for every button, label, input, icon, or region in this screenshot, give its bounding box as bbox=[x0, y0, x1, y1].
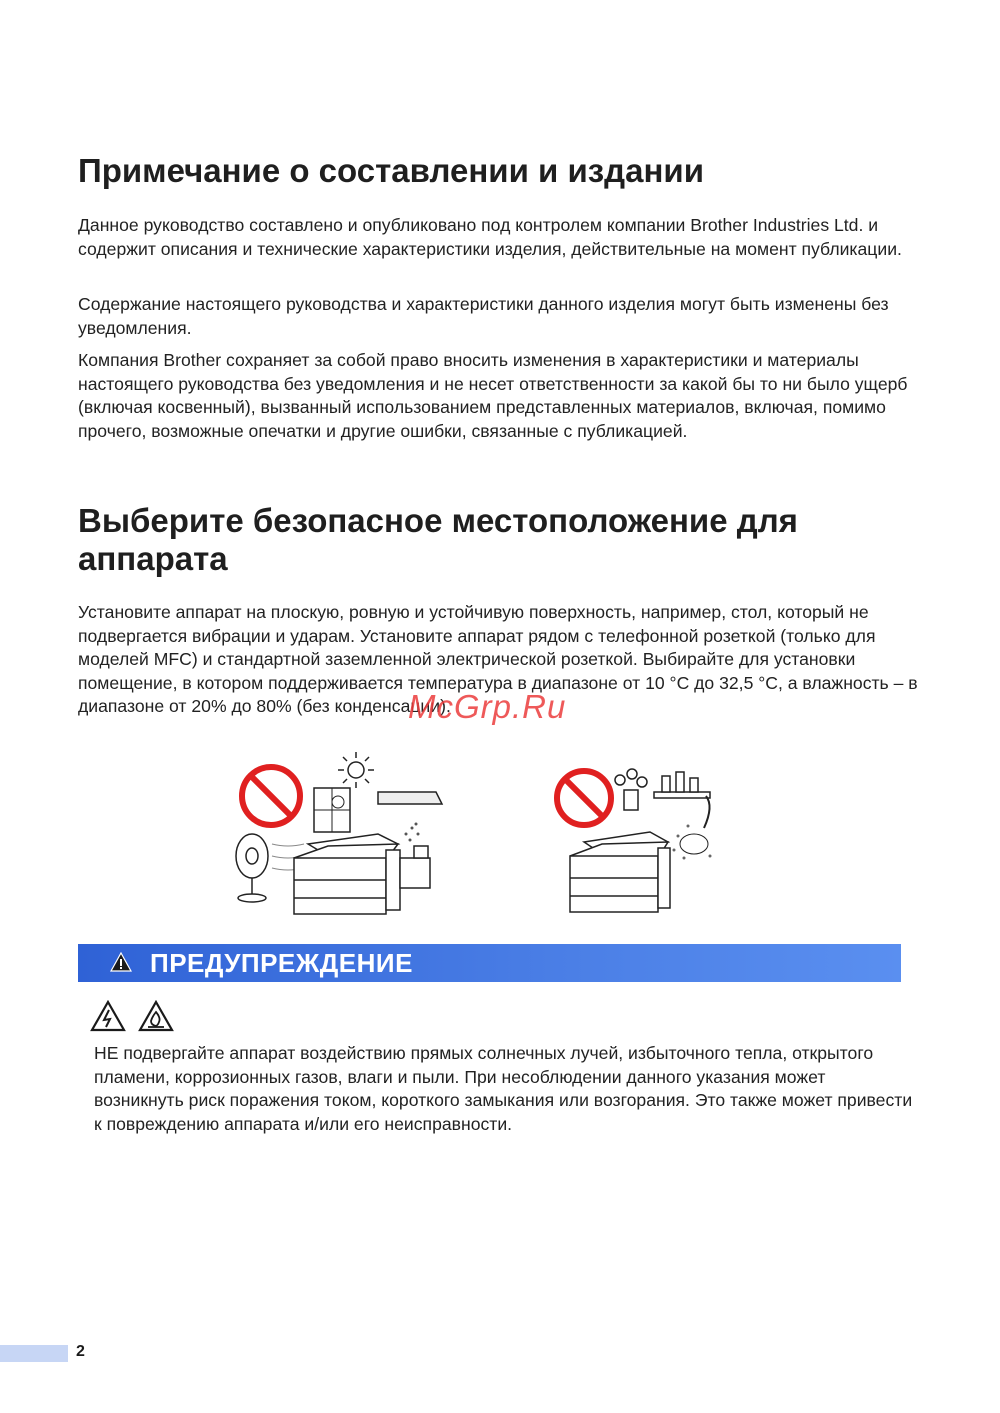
printer-icon bbox=[570, 832, 670, 912]
section-heading-location: Выберите безопасное местоположение для аппарата bbox=[78, 502, 798, 577]
paragraph-publication-1: Данное руководство составлено и опубликовано под контролем компании Brother Industries Ltd. и содержит описания и технические характеристики изделия, действительные на момент публикации. bbox=[78, 215, 902, 259]
illustration-heat-hazards bbox=[228, 748, 458, 923]
warning-banner bbox=[78, 944, 901, 982]
prohibited-icon bbox=[242, 767, 300, 825]
printer-icon bbox=[294, 834, 400, 914]
section-heading-publication: Примечание о составлении и издании bbox=[78, 152, 704, 189]
sun-icon bbox=[338, 752, 374, 788]
electric-hazard-icon bbox=[90, 1000, 126, 1032]
fire-hazard-icon bbox=[138, 1000, 174, 1032]
watermark: McGrp.Ru bbox=[408, 688, 567, 725]
warning-title: ПРЕДУПРЕЖДЕНИЕ bbox=[150, 948, 413, 978]
warning-triangle-icon bbox=[110, 952, 132, 972]
page-tab-marker bbox=[0, 1345, 68, 1362]
paragraph-publication-2: Содержание настоящего руководства и характеристики данного изделия могут быть изменены без уведомления. bbox=[78, 294, 889, 338]
paragraph-location: Установите аппарат на плоскую, ровную и устойчивую поверхность, например, стол, который не подвергается вибрации и ударам. Установите аппарат рядом с телефонной розеткой (только для моделей MFC) и стандартной заземленной электрической розеткой. Выбирайте для установки помещение, в котором поддерживается температура в диапазоне от 10 °C до 32,5 °C, а влажность – в диапазоне от 20% до 80% (без конденсации). bbox=[78, 602, 918, 716]
page-number: 2 bbox=[76, 1343, 85, 1360]
illustration-moisture-dust-hazards bbox=[554, 766, 734, 926]
prohibited-icon bbox=[557, 771, 611, 825]
warning-text: НЕ подвергайте аппарат воздействию прямых солнечных лучей, избыточного тепла, открытого пламени, коррозионных газов, влаги и пыли. При несоблюдении данного указания может возникнуть риск поражения током, короткого замыкания или возгорания. Это также может привести к повреждению аппарата и/или его неисправности. bbox=[94, 1043, 913, 1134]
fan-icon bbox=[236, 834, 268, 902]
paragraph-publication-3: Компания Brother сохраняет за собой право вносить изменения в характеристики и материалы настоящего руководства без уведомления и не несет ответственности за какой бы то ни было ущерб (включая косвенный), вызванный использованием представленных материалов, включая, помимо прочего, возможные опечатки и другие ошибки, связанные с публикацией. bbox=[78, 350, 908, 441]
